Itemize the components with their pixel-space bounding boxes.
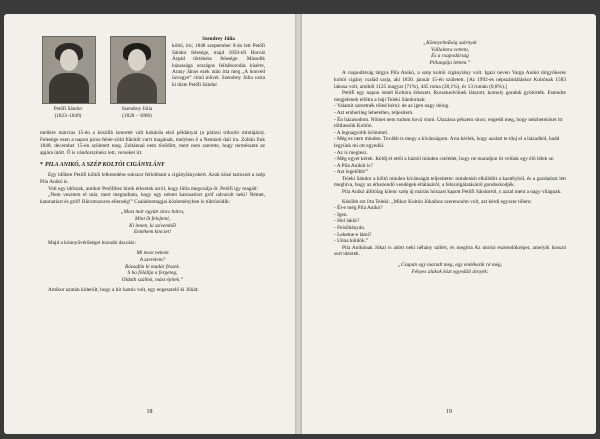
dialog-line: - Azt legelőbb!” <box>334 169 369 176</box>
poem-line: Mint őt felejteni, <box>134 215 171 222</box>
dialog-line: - Él-e még Pila Anikó? <box>334 205 383 212</box>
szendrey-caption <box>108 106 166 119</box>
poem-line: Fényes alakok közt egyedüli árnyék: <box>411 268 489 275</box>
caption-years: (1823–1849) <box>54 112 82 119</box>
poem-line: Ki innen, ki szívemből <box>129 222 176 229</box>
paragraph: Pila Anikónak Jókai is adott neki néhány tallért, és megírta Az utolsó esztendőkrépet, amelyik hosszú sort idéztek. <box>334 244 566 258</box>
left-page <box>4 14 295 434</box>
poem-line: „Most már együtt sincs hátra, <box>120 209 185 216</box>
paragraph: Majd a könnyűvérűséget hozudó dacolás: <box>48 239 136 246</box>
dialog-line: - A legnagyobb örömmel. <box>334 129 389 136</box>
poem-line: Pillangója lettem.” <box>429 59 471 66</box>
dialog-line: - Az is meglesz. <box>334 149 368 156</box>
paragraph: mellére március 15-én a kósólib ismertté vált kokárda első példányát (a párizsi trikolór mintájára). Felesége ezen a napon piros-fehér-zöld fűkötőt varrt magának, melyben ő a Nemzeti dali ira. Zoltán fiuk 1848. december 15-én született meg. Zoltánnal nem törődött, mert nem szerette, hogy természete az apjára ütött. Ő is vándorszínész lett, verseket írt. <box>40 130 265 156</box>
poem-line: S ha fölállja a fergeteg, <box>127 270 178 277</box>
paragraph: Teleki Sándor a költő minden kívánságát teljesítette: mindenkit elküldött a kastélyból, és a gazdatiszt lett meghíva, hogy az érkezendő vendégek ellátásáról, a felszolgálatásáról gondoskodjék. <box>334 175 566 189</box>
petofi-portrait <box>42 36 96 104</box>
paragraph: Petőfi egy napon ismét Koltóra érkezett. Rosszkedvűnek látszott, komoly gondok gyötörték. Estendre megjelenek ellőtta a báji Teleki Sándornak: <box>334 90 566 103</box>
poem <box>334 40 566 66</box>
dialog-line: - Felsőbányán. <box>334 225 366 232</box>
paragraph: Volt egy időszak, amikor Petőfihez hírek érkeztek arról, hogy Júlia megcsalja őt. Petőfi így reagált: <box>48 185 259 192</box>
dialog-line: - Azt emberileg lehetetlen, teljesítem. <box>334 109 414 116</box>
poem-line: Mi most nekem <box>136 250 169 257</box>
right-page <box>302 14 596 434</box>
portrait-section <box>40 36 265 156</box>
poem <box>40 250 265 283</box>
dialog-line: - Én házasodom. Nőmet nem tudom hová vinni. Utazásra pénzem sincs; engedd meg, hogy mézheteinket itt tölthessük Koltón. <box>334 116 563 130</box>
poem-line: „Csupán egy maradt meg, egy emlékezik rá még, <box>397 262 502 268</box>
paragraph: Később ezt írta Teleki: „Mikor Koltón Jókaihoz szerencsém volt, azt kérdi egyszer tőlem: <box>342 198 532 205</box>
dialog-line: - Lehetne-e látni? <box>334 231 372 238</box>
caption-name: Petőfi Sándor <box>53 106 83 112</box>
poem-line: Oldath szállok, mást épitek.” <box>121 276 184 283</box>
dialog-line: - A Pila Anikót is? <box>334 162 373 169</box>
book-gutter <box>295 14 302 434</box>
dialog-line: - Még egyet kérek. Kéldj el ettől a háztól minden cselédet, hogy ne maradjon itt velünk egy élő lélek se. <box>334 156 555 163</box>
poem-line: Rózsafán ki madár fészek. <box>124 263 181 270</box>
dialog-line: - Valamit szeretnék tőled kérni: de az igen nagy dolog. <box>334 103 450 110</box>
poem-line: „Könnyelműség szárnyát <box>423 40 477 46</box>
paragraph: Amikor azután kiderült, hogy a hír hamis volt, egy engesztelő ki Júliát: <box>48 287 199 294</box>
dialog-line: - Uúna küldök.” <box>334 238 369 245</box>
page-number: 18 <box>146 409 153 416</box>
side-name: Szendrey Júlia <box>202 36 235 42</box>
caption-years: (1828 – 1868) <box>122 112 152 119</box>
paragraph: Pila Anikó állítólag kilenc szép új máriás húszast kapott Petőfi Sándortól, s azzal ment a nagy világnak. <box>342 189 562 196</box>
dialog <box>334 103 566 176</box>
poem-line: A szerelem? <box>139 256 166 263</box>
poem-line: Vállaimra vettem, <box>431 46 469 53</box>
petofi-caption <box>40 106 96 119</box>
poem <box>334 262 566 275</box>
heading-text: PILA ANIKÓ, A SZÉP KOLTÓI CIGÁNYLÁNY <box>45 162 165 169</box>
dialog <box>334 205 566 245</box>
paragraph: Egy időben Petőfi költői lelkesedése sokszor fellobbant a cigánylányokért. Azok közé tartozott a szép Pila Anikó is. <box>40 172 265 185</box>
section-heading: * PILA ANIKÓ, A SZÉP KOLTÓI CIGÁNYLÁNY <box>40 162 165 169</box>
poem-line: Emlékem kincset! <box>133 229 172 236</box>
paragraph: A csapodárság tárgya Pila Anikó, a szép koltói cigánylány volt. Igazi neven Varga Anikó tőrgyökeres koltói cigány család sarja, aki 1830. január 15-én született. [Az 1992-es népszámláláskor Koltónak 1583 lakosa volt, amiből 1125 magyar (71%), 445 roma (28,1%), és 13 román (0,8%).] <box>334 70 566 90</box>
caption-name: Szendrey Júlia <box>121 106 153 112</box>
dialog-line: - Hol lakik? <box>334 218 360 225</box>
paragraph: „Nem vesztem el már, mert megtudtam, hogy egy német katonatiszt gróf udvarolt neki! Német, katonatiszt és gróf! Háromszoros ellenség!” Családomtagjai közleményben is tükrözódik: <box>40 192 265 205</box>
side-column <box>172 36 265 88</box>
dialog-line: - Igen. <box>334 211 348 218</box>
poem <box>40 209 265 235</box>
poem-line: És a csapodárság <box>431 53 469 60</box>
page-number: 19 <box>446 409 452 416</box>
dialog-line: - Még ez nem minden. Tovább is megy a kívánságom. Arra kérlek, hogy azalatt te tűnj el a házadból, hadd legyünk mi ott egyedül. <box>334 136 560 149</box>
side-text: költő, író; 1848 szeptember 8-án lett Petőfi Sándor felesége, majd 1850-től Horvát Árpád történész felesége. Második házassága országos felháborodás kísérte, Arany János ezek után írta meg „A honvéd özvegye” című művét. Szendrey Júlia varta ki tűzte Petőfi Sándor <box>172 43 265 88</box>
szendrey-portrait <box>110 36 166 104</box>
